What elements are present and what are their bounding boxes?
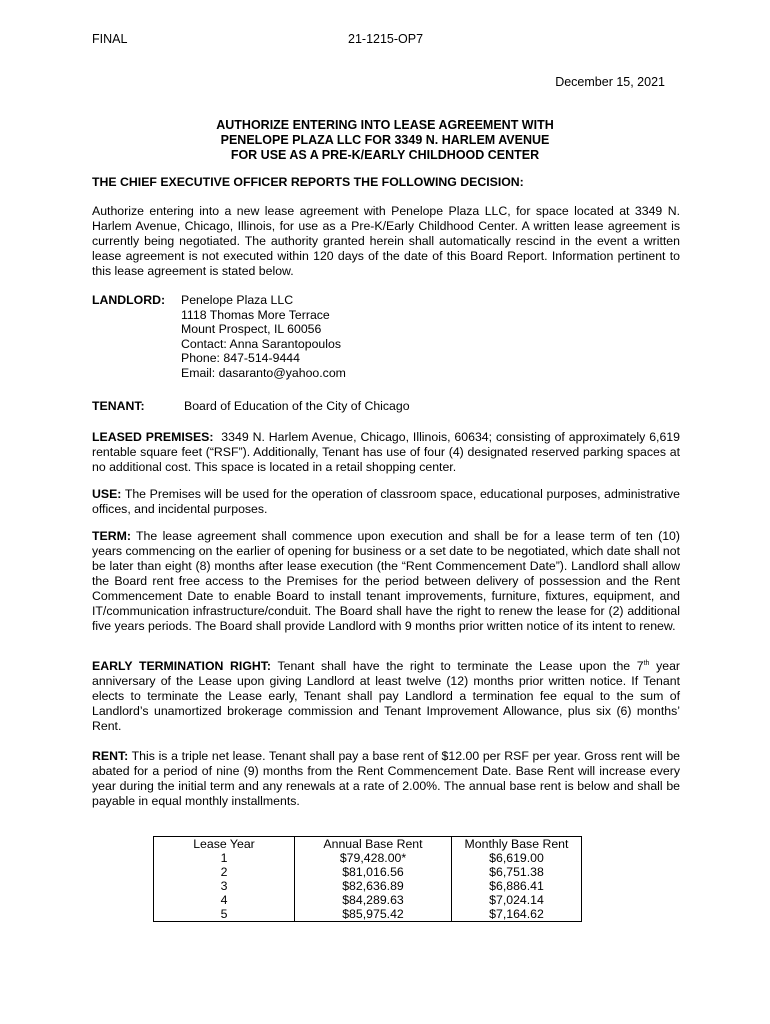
annual-rent-cell: $84,289.63 xyxy=(295,893,452,907)
landlord-street: 1118 Thomas More Terrace xyxy=(181,307,330,322)
early-termination-superscript: th xyxy=(643,659,650,667)
early-termination-text-after: year anniversary of the Lease upon giving Landlord at least twelve (12) months prior written notice. If Tenant elects to terminate the Lease early, Tenant shall pay Landlord a termination fee equal to the sum of Landlord’s unamortized brokerage commission and Tenant Improvement Allowance, plus six (6) months’ Rent. xyxy=(92,659,680,733)
monthly-rent-cell: $6,751.38 xyxy=(452,865,582,879)
landlord-label: LANDLORD: xyxy=(92,293,166,307)
landlord-name: Penelope Plaza LLC xyxy=(181,293,294,307)
lease-year-cell: 3 xyxy=(154,879,295,893)
title-line-1: AUTHORIZE ENTERING INTO LEASE AGREEMENT WITH xyxy=(216,118,554,132)
lease-year-cell: 2 xyxy=(154,865,295,879)
use-text: The Premises will be used for the operation of classroom space, educational purposes, administrative offices, and incidental purposes. xyxy=(92,487,680,516)
leased-premises-paragraph xyxy=(92,430,680,475)
annual-rent-cell: $82,636.89 xyxy=(295,879,452,893)
use-label: USE: xyxy=(92,487,122,501)
title-line-3: FOR USE AS A PRE-K/EARLY CHILDHOOD CENTER xyxy=(230,148,540,162)
table-row xyxy=(154,851,582,865)
table-row xyxy=(154,893,582,907)
header-monthly-base-rent: Monthly Base Rent xyxy=(452,837,582,852)
monthly-rent-cell: $6,619.00 xyxy=(452,851,582,865)
early-termination-label: EARLY TERMINATION RIGHT: xyxy=(92,659,272,673)
monthly-rent-cell: $6,886.41 xyxy=(452,879,582,893)
monthly-rent-cell: $7,024.14 xyxy=(452,893,582,907)
rent-paragraph xyxy=(92,749,680,809)
landlord-email: Email: dasaranto@yahoo.com xyxy=(181,365,346,380)
header-lease-year: Lease Year xyxy=(154,837,295,852)
report-title xyxy=(92,118,678,163)
annual-rent-cell: $85,975.42 xyxy=(295,907,452,922)
title-line-2: PENELOPE PLAZA LLC FOR 3349 N. HARLEM AVENUE xyxy=(220,133,550,147)
header-annual-base-rent: Annual Base Rent xyxy=(295,837,452,852)
leased-premises-label: LEASED PREMISES: xyxy=(92,430,214,444)
early-termination-paragraph xyxy=(92,659,680,734)
lease-year-cell: 1 xyxy=(154,851,295,865)
landlord-contact: Contact: Anna Sarantopoulos xyxy=(181,336,341,351)
lease-year-cell: 5 xyxy=(154,907,295,922)
early-termination-text-before: Tenant shall have the right to terminate the Lease upon the 7 xyxy=(277,659,644,673)
report-number: 21-1215-OP7 xyxy=(348,32,424,46)
rent-text: This is a triple net lease. Tenant shall pay a base rent of $12.00 per RSF per year. Gross rent will be abated for a period of nine (9) months from the Rent Commencement Date. Base Rent will increase every year during the initial term and any renewals at a rate of 2.00%. The annual base rent is below and shall be payable in equal monthly installments. xyxy=(92,749,681,808)
annual-rent-cell: $81,016.56 xyxy=(295,865,452,879)
term-paragraph xyxy=(92,529,680,634)
term-label: TERM: xyxy=(92,529,131,543)
landlord-city: Mount Prospect, IL 60056 xyxy=(181,322,322,337)
monthly-rent-cell: $7,164.62 xyxy=(452,907,582,922)
landlord-phone: Phone: 847-514-9444 xyxy=(181,351,300,366)
rent-schedule-table xyxy=(153,836,582,922)
rent-label: RENT: xyxy=(92,749,129,763)
table-row xyxy=(154,907,582,922)
table-row xyxy=(154,879,582,893)
landlord-address xyxy=(181,293,346,381)
report-date: December 15, 2021 xyxy=(555,75,665,89)
tenant-label: TENANT: xyxy=(92,399,145,413)
table-header-row xyxy=(154,837,582,852)
intro-paragraph: Authorize entering into a new lease agreement with Penelope Plaza LLC, for space located at 3349 N. Harlem Avenue, Chicago, Illinois, for use as a Pre-K/Early Childhood Center. A written lease agreement is currently being negotiated. The authority granted herein shall automatically rescind in the event a written lease agreement is not executed within 120 days of the date of this Board Report. Information pertinent to this lease agreement is stated below. xyxy=(92,204,680,278)
tenant-value: Board of Education of the City of Chicago xyxy=(184,399,410,413)
decision-heading: THE CHIEF EXECUTIVE OFFICER REPORTS THE FOLLOWING DECISION: xyxy=(92,175,524,189)
use-paragraph xyxy=(92,487,680,517)
leased-premises-text: 3349 N. Harlem Avenue, Chicago, Illinois, 60634; consisting of approximately 6,619 rentable square feet (“RSF”). Additionally, Tenant has use of four (4) designated reserved parking spaces at no additional cost. This space is located in a retail shopping center. xyxy=(92,430,680,474)
table-row xyxy=(154,865,582,879)
report-status: FINAL xyxy=(92,32,128,46)
annual-rent-cell: $79,428.00* xyxy=(295,851,452,865)
lease-year-cell: 4 xyxy=(154,893,295,907)
term-text: The lease agreement shall commence upon execution and shall be for a lease term of ten (10) years commencing on the earlier of opening for business or a set date to be negotiated, which date shall not be later than eight (8) months after lease execution (the “Rent Commencement Date”). Landlord shall allow the Board rent free access to the Premises for the period between delivery of possession and the Rent Commencement Date to enable Board to install tenant improvements, furniture, fixtures, equipment, and IT/communication infrastructure/conduit. The Board shall have the right to renew the lease for (2) additional five years periods. The Board shall provide Landlord with 9 months prior written notice of its intent to renew. xyxy=(92,529,680,633)
